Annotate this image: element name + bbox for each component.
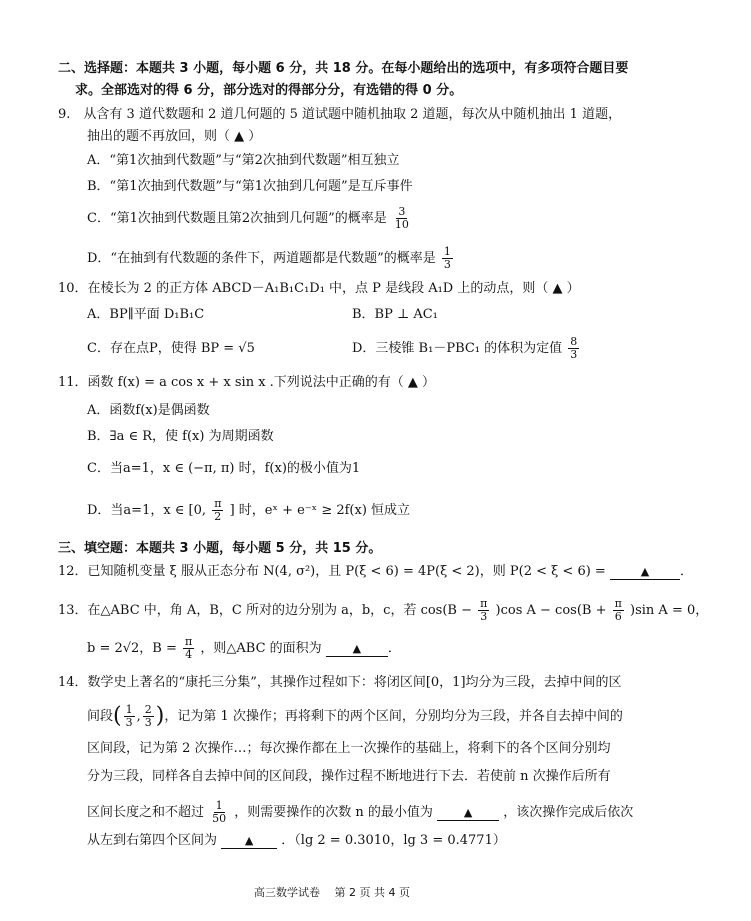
q14-fraction-1-50: $\frac{1}{50}$	[212, 799, 227, 825]
q11-d-fraction: $\frac{\pi}{2}$	[214, 497, 222, 523]
q13-answer-blank[interactable]: ▲	[326, 642, 388, 657]
q11-option-c: C．当a=1，x ∈ (−π, π) 时，f(x)的极小值为1	[87, 461, 361, 476]
q9-stem-line1: 9. 从含有 3 道代数题和 2 道几何题的 5 道试题中随机抽取 2 道题，每次从中随机抽出 1 道题，	[58, 107, 622, 122]
q10-stem: 10．在棱长为 2 的正方体 ABCD－A₁B₁C₁D₁ 中，点 P 是线段 A₁D 上的动点，则（ ▲ ）	[58, 281, 580, 296]
q9-c-fraction: $\frac{3}{10}$	[394, 205, 409, 231]
q12-text: 12．已知随机变量 ξ 服从正态分布 N(4, σ²)，且 P(ξ < 6) = 4P(ξ < 2)，则 P(2 < ξ < 6) = ▲ ．	[58, 564, 693, 579]
q10-option-b: B．BP ⊥ AC₁	[352, 307, 438, 322]
q14-line1: 14．数学史上著名的“康托三分集”，其操作过程如下：将闭区间[0，1]均分为三段，去掉中间的区	[58, 675, 622, 690]
section3-heading: 三、填空题：本题共 3 小题，每小题 5 分，共 15 分。	[58, 541, 382, 556]
q13-line1: 13．在△ABC 中，角 A，B，C 所对的边分别为 a，b，c，若 cos(B − $\frac{\pi}{3}$ )cos A − cos(B + $\frac{\pi}{6}$ )sin A = 0，	[58, 597, 709, 623]
q10-option-a: A．BP∥平面 D₁B₁C	[87, 307, 205, 322]
q9-option-b: B．“第1次抽到代数题”与“第1次抽到几何题”是互斥事件	[87, 179, 413, 194]
q11-option-b: B．∃a ∈ R，使 f(x) 为周期函数	[87, 429, 274, 444]
q14-answer-blank-2[interactable]: ▲	[221, 834, 277, 849]
q14-line3: 区间段，记为第 2 次操作…；每次操作都在上一次操作的基础上，将剩下的各个区间分别均	[87, 741, 611, 756]
q13-fraction-pi-3: $\frac{\pi}{3}$	[480, 597, 488, 623]
q13-fraction-pi-4: $\frac{\pi}{4}$	[185, 635, 193, 661]
q14-line2: 间段( $\frac{1}{3}$ , $\frac{2}{3}$ )，记为第 1 次操作；再将剩下的两个区间，分别均分为三段，并各自去掉中间的	[87, 703, 623, 729]
q9-stem-line2: 抽出的题不再放回，则（ ▲ ）	[87, 129, 262, 144]
q14-answer-blank-1[interactable]: ▲	[437, 806, 499, 821]
q14-line6: 从左到右第四个区间为 ▲ ．（lg 2 = 0.3010，lg 3 = 0.4771）	[87, 833, 506, 848]
q11-stem: 11．函数 f(x) = a cos x + x sin x .下列说法中正确的有（ ▲ ）	[58, 375, 436, 390]
q9-d-fraction: $\frac{1}{3}$	[443, 245, 451, 271]
q9-option-d: D．“在抽到有代数题的条件下，两道题都是代数题”的概率是 $\frac{1}{3}$	[87, 245, 451, 271]
q14-fraction-1-3: $\frac{1}{3}$	[125, 703, 133, 729]
q10-option-c: C．存在点P，使得 BP = √5	[87, 341, 255, 356]
q9-option-a: A．“第1次抽到代数题”与“第2次抽到代数题”相互独立	[87, 153, 400, 168]
q13-fraction-pi-6: $\frac{\pi}{6}$	[614, 597, 622, 623]
q9-option-c: C．“第1次抽到代数题且第2次抽到几何题”的概率是 $\frac{3}{10}$	[87, 205, 409, 231]
q14-line5: 区间长度之和不超过 $\frac{1}{50}$ ，则需要操作的次数 n 的最小值为 ▲ ，该次操作完成后依次	[87, 799, 634, 825]
q14-line4: 分为三段，同样各自去掉中间的区间段，操作过程不断地进行下去．若使前 n 次操作后所有	[87, 769, 611, 784]
q11-option-a: A．函数f(x)是偶函数	[87, 403, 210, 418]
q14-fraction-2-3: $\frac{2}{3}$	[144, 703, 152, 729]
section2-heading-line1: 二、选择题：本题共 3 小题，每小题 6 分，共 18 分。在每小题给出的选项中，有多项符合题目要	[58, 61, 629, 76]
q11-option-d: D．当a=1，x ∈ [0, $\frac{\pi}{2}$ ] 时，eˣ + e⁻ˣ ≥ 2f(x) 恒成立	[87, 497, 411, 523]
page-footer: 高三数学试卷 第 2 页 共 4 页	[254, 886, 410, 899]
q10-option-d: D．三棱锥 B₁－PBC₁ 的体积为定值 $\frac{8}{3}$	[352, 335, 578, 361]
q12-answer-blank[interactable]: ▲	[610, 565, 680, 580]
q10-d-fraction: $\frac{8}{3}$	[570, 335, 578, 361]
section2-heading-line2: 求。全部选对的得 6 分，部分选对的得部分分，有选错的得 0 分。	[75, 83, 463, 98]
q13-line2: b = 2√2，B = $\frac{\pi}{4}$ ，则△ABC 的面积为 ▲ ．	[87, 635, 401, 661]
